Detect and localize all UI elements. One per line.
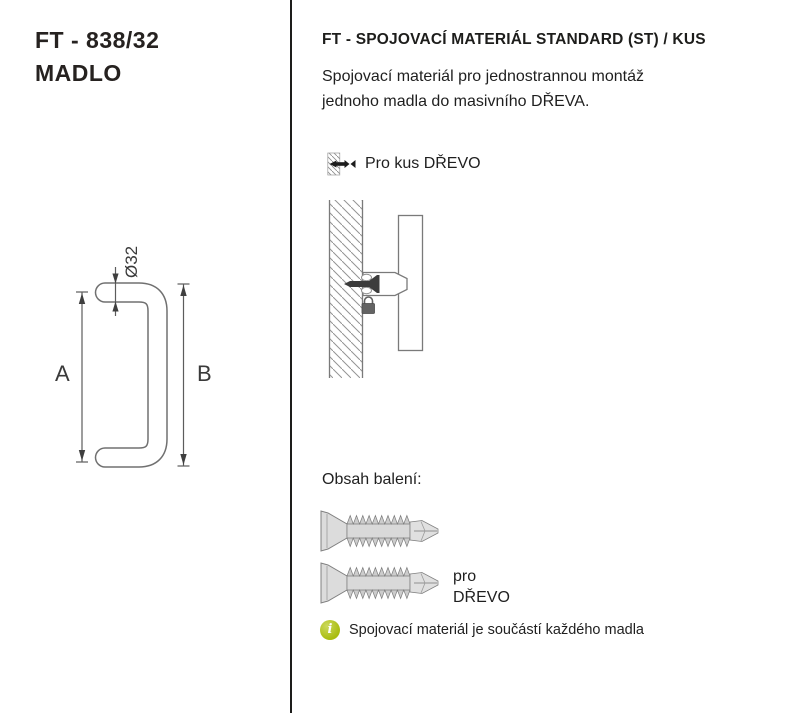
diameter-label: Ø32 bbox=[122, 245, 141, 278]
dim-b-label: B bbox=[197, 361, 212, 386]
dim-b-line bbox=[178, 284, 190, 466]
info-icon: i bbox=[320, 620, 340, 640]
product-title bbox=[35, 24, 159, 90]
wall-screw-icon bbox=[327, 151, 358, 177]
padlock-icon bbox=[362, 297, 375, 314]
product-code: FT - 838/32 bbox=[35, 27, 160, 53]
package-heading: Obsah balení: bbox=[322, 471, 422, 488]
screw2-label-line1: pro bbox=[453, 568, 477, 585]
package-screw-image-1 bbox=[317, 507, 442, 555]
handle-profile bbox=[105, 293, 158, 458]
spec-heading: FT - SPOJOVACÍ MATERIÁL STANDARD (ST) / KUS bbox=[322, 31, 706, 48]
spec-description-line2: jednoho madla do masivního DŘEVA. bbox=[322, 93, 590, 110]
product-name: MADLO bbox=[35, 60, 122, 86]
package-screw-image-2 bbox=[317, 559, 442, 607]
dim-a-label: A bbox=[55, 361, 70, 386]
wall-hatch bbox=[330, 200, 363, 378]
mounting-diagram bbox=[315, 188, 460, 388]
spec-description-line1: Spojovací materiál pro jednostrannou montáž bbox=[322, 68, 644, 85]
note-row bbox=[320, 620, 644, 640]
note-text: Spojovací materiál je součástí každého madla bbox=[349, 622, 644, 638]
screw2-label-line2: DŘEVO bbox=[453, 589, 510, 606]
column-divider bbox=[290, 0, 292, 713]
screw2-label bbox=[453, 566, 510, 608]
per-piece-row bbox=[327, 150, 481, 178]
spec-description bbox=[322, 64, 644, 114]
handle-technical-drawing bbox=[45, 232, 225, 482]
dim-a-line bbox=[76, 292, 88, 462]
per-piece-label: Pro kus DŘEVO bbox=[365, 155, 481, 172]
